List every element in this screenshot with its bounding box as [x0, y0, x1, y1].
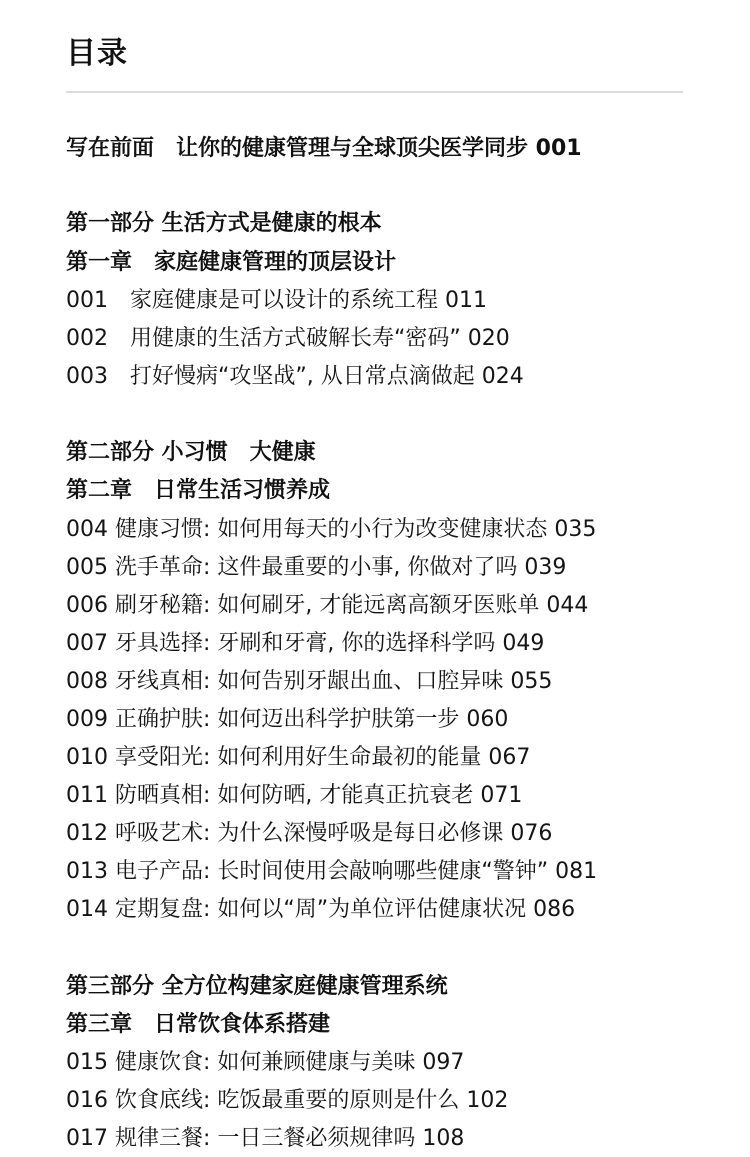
toc-entry-007[interactable]: 007 牙具选择: 牙刷和牙膏, 你的选择科学吗 049 — [66, 631, 545, 656]
toc-entry-011[interactable]: 011 防晒真相: 如何防晒, 才能真正抗衰老 071 — [66, 783, 523, 808]
toc-entry-001[interactable]: 001 家庭健康是可以设计的系统工程 011 — [66, 288, 487, 313]
toc-entry-005[interactable]: 005 洗手革命: 这件最重要的小事, 你做对了吗 039 — [66, 555, 567, 580]
toc-entry-010[interactable]: 010 享受阳光: 如何利用好生命最初的能量 067 — [66, 745, 531, 770]
part-1-title[interactable]: 第一部分 生活方式是健康的根本 — [66, 211, 382, 236]
toc-entry-003[interactable]: 003 打好慢病“攻坚战”, 从日常点滴做起 024 — [66, 364, 524, 389]
toc-entry-015[interactable]: 015 健康饮食: 如何兼顾健康与美味 097 — [66, 1050, 465, 1075]
chapter-1-title[interactable]: 第一章 家庭健康管理的顶层设计 — [66, 250, 397, 275]
toc-entry-014[interactable]: 014 定期复盘: 如何以“周”为单位评估健康状况 086 — [66, 897, 576, 922]
toc-entry-013[interactable]: 013 电子产品: 长时间使用会敲响哪些健康“警钟” 081 — [66, 859, 598, 884]
page-title: 目录 — [66, 36, 128, 71]
toc-entry-002[interactable]: 002 用健康的生活方式破解长寿“密码” 020 — [66, 326, 510, 351]
toc-entry-008[interactable]: 008 牙线真相: 如何告别牙龈出血、口腔异味 055 — [66, 669, 553, 694]
chapter-3-title[interactable]: 第三章 日常饮食体系搭建 — [66, 1012, 331, 1037]
toc-entry-004[interactable]: 004 健康习惯: 如何用每天的小行为改变健康状态 035 — [66, 517, 597, 542]
part-2-title[interactable]: 第二部分 小习惯 大健康 — [66, 440, 316, 465]
toc-entry-012[interactable]: 012 呼吸艺术: 为什么深慢呼吸是每日必修课 076 — [66, 821, 553, 846]
title-divider — [66, 91, 683, 93]
toc-entry-017[interactable]: 017 规律三餐: 一日三餐必须规律吗 108 — [66, 1126, 465, 1151]
chapter-2-title[interactable]: 第二章 日常生活习惯养成 — [66, 478, 331, 503]
toc-entry-006[interactable]: 006 刷牙秘籍: 如何刷牙, 才能远离高额牙医账单 044 — [66, 593, 589, 618]
part-3-title[interactable]: 第三部分 全方位构建家庭健康管理系统 — [66, 974, 448, 999]
toc-entry-016[interactable]: 016 饮食底线: 吃饭最重要的原则是什么 102 — [66, 1088, 509, 1113]
toc-preface[interactable]: 写在前面 让你的健康管理与全球顶尖医学同步 001 — [66, 136, 582, 161]
toc-entry-009[interactable]: 009 正确护肤: 如何迈出科学护肤第一步 060 — [66, 707, 509, 732]
